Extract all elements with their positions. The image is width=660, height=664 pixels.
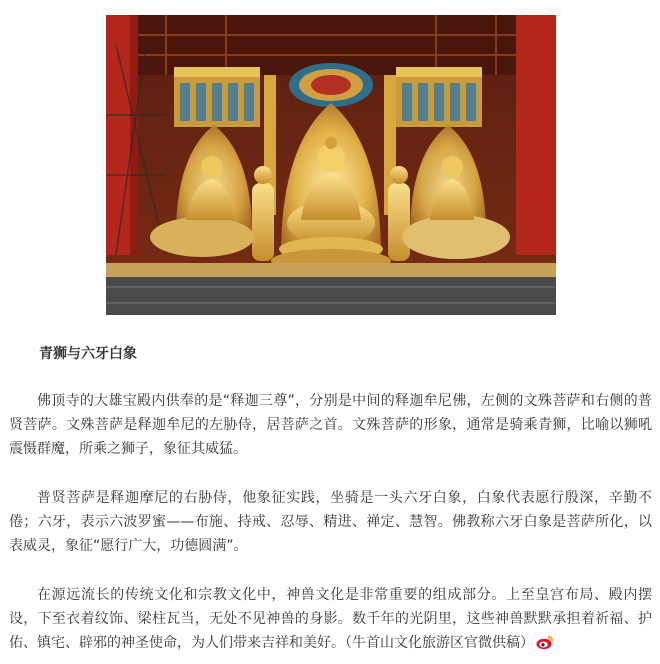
temple-statues-photo xyxy=(106,15,556,315)
paragraph-3-text: 在源远流长的传统文化和宗教文化中，神兽文化是非常重要的组成部分。上至皇宫布局、殿内摆设，下至衣着纹饰、梁柱瓦当，无处不见神兽的身影。数千年的光阴里，这些神兽默默承担着祈福、护佑、镇宅、辟邪的神圣使命，为人们带来吉祥和美好。（牛首山文化旅游区官微供稿） xyxy=(9,587,652,651)
weibo-icon xyxy=(536,634,554,658)
section-title: 青狮与六牙白象 xyxy=(39,346,137,362)
paragraph-3 xyxy=(9,583,652,658)
paragraph-1: 佛顶寺的大雄宝殿内供奉的是“释迦三尊”，分别是中间的释迦牟尼佛，左侧的文殊菩萨和右侧的普贤菩萨。文殊菩萨是释迦牟尼的左胁侍，居菩萨之首。文殊菩萨的形象，通常是骑乘青狮，比喻以狮吼震慑群魔，所乘之狮子，象征其威猛。 xyxy=(9,393,652,457)
paragraph-2: 普贤菩萨是释迦摩尼的右胁侍，他象征实践，坐骑是一头六牙白象，白象代表愿行殷深，辛勤不倦；六牙，表示六波罗蜜——布施、持戒、忍辱、精进、禅定、慧智。佛教称六牙白象是菩萨所化，以表威灵，象征“愿行广大，功德圆满”。 xyxy=(9,490,652,554)
